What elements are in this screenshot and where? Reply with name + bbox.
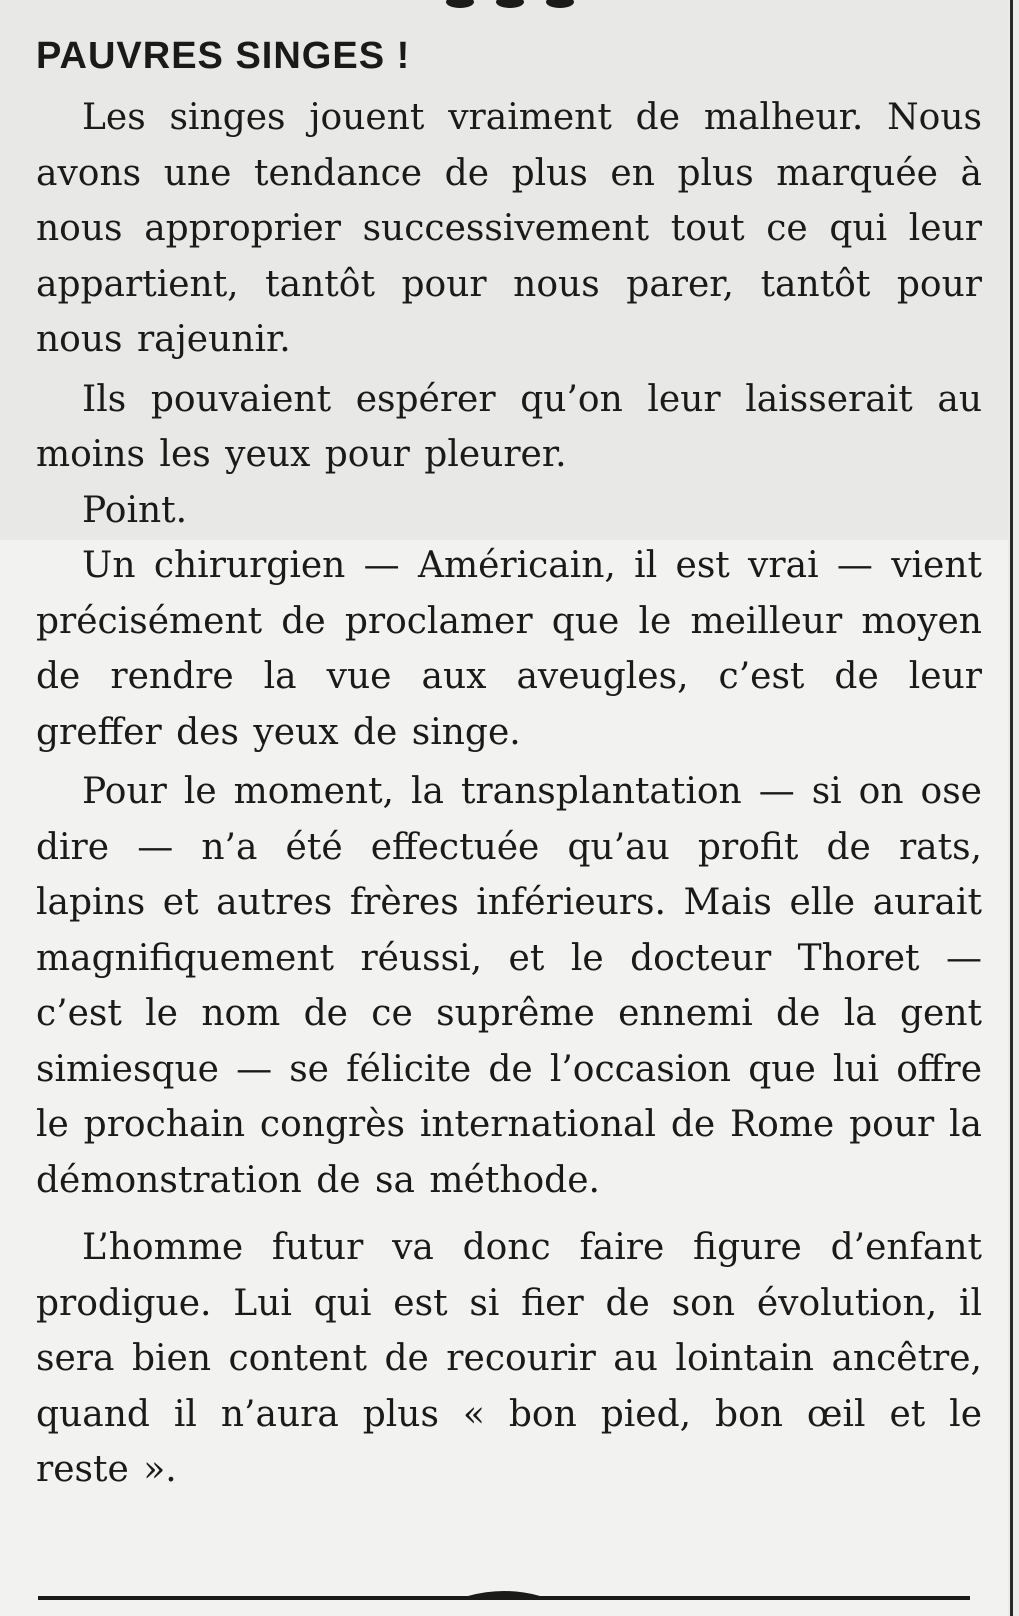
article-paragraph-2: Ils pouvaient espérer qu’on leur laisserait au moins les yeux pour pleurer.: [36, 378, 982, 475]
article-paragraph-3: Point.: [82, 489, 188, 531]
article-paragraph-5: Pour le moment, la transplantation — si on ose dire — n’a été effectuée qu’au profit de rats, lapins et autres frères inférieurs. Mais elle aurait magnifiquement réussi, et le docteur Thoret — c’est le nom de ce suprême ennemi de la gent simiesque — se félicite de l’occasion que lui offre le prochain congrès international de Rome pour la démonstration de sa méthode.: [36, 771, 982, 1201]
column-rule: [1010, 0, 1013, 1616]
article-paragraph-4: Un chirurgien — Américain, il est vrai — vient précisément de proclamer que le meilleur moyen de rendre la vue aux aveugles, c’est de leur greffer des yeux de singe.: [36, 545, 982, 753]
bottom-rule: [38, 1590, 970, 1602]
article-title: PAUVRES SINGES !: [36, 35, 411, 77]
article: [36, 28, 982, 1498]
top-ornament: [440, 0, 580, 12]
article-paragraph-1: Les singes jouent vraiment de malheur. Nous avons une tendance de plus en plus marquée à nous approprier successivement tout ce qui leur appartient, tantôt pour nous parer, tantôt pour nous rajeunir.: [36, 97, 982, 360]
article-paragraph-6: L’homme futur va donc faire figure d’enfant prodigue. Lui qui est si fier de son évolution, il sera bien content de recourir au lointain ancêtre, quand il n’aura plus « bon pied, bon œil et le reste ».: [36, 1227, 982, 1490]
